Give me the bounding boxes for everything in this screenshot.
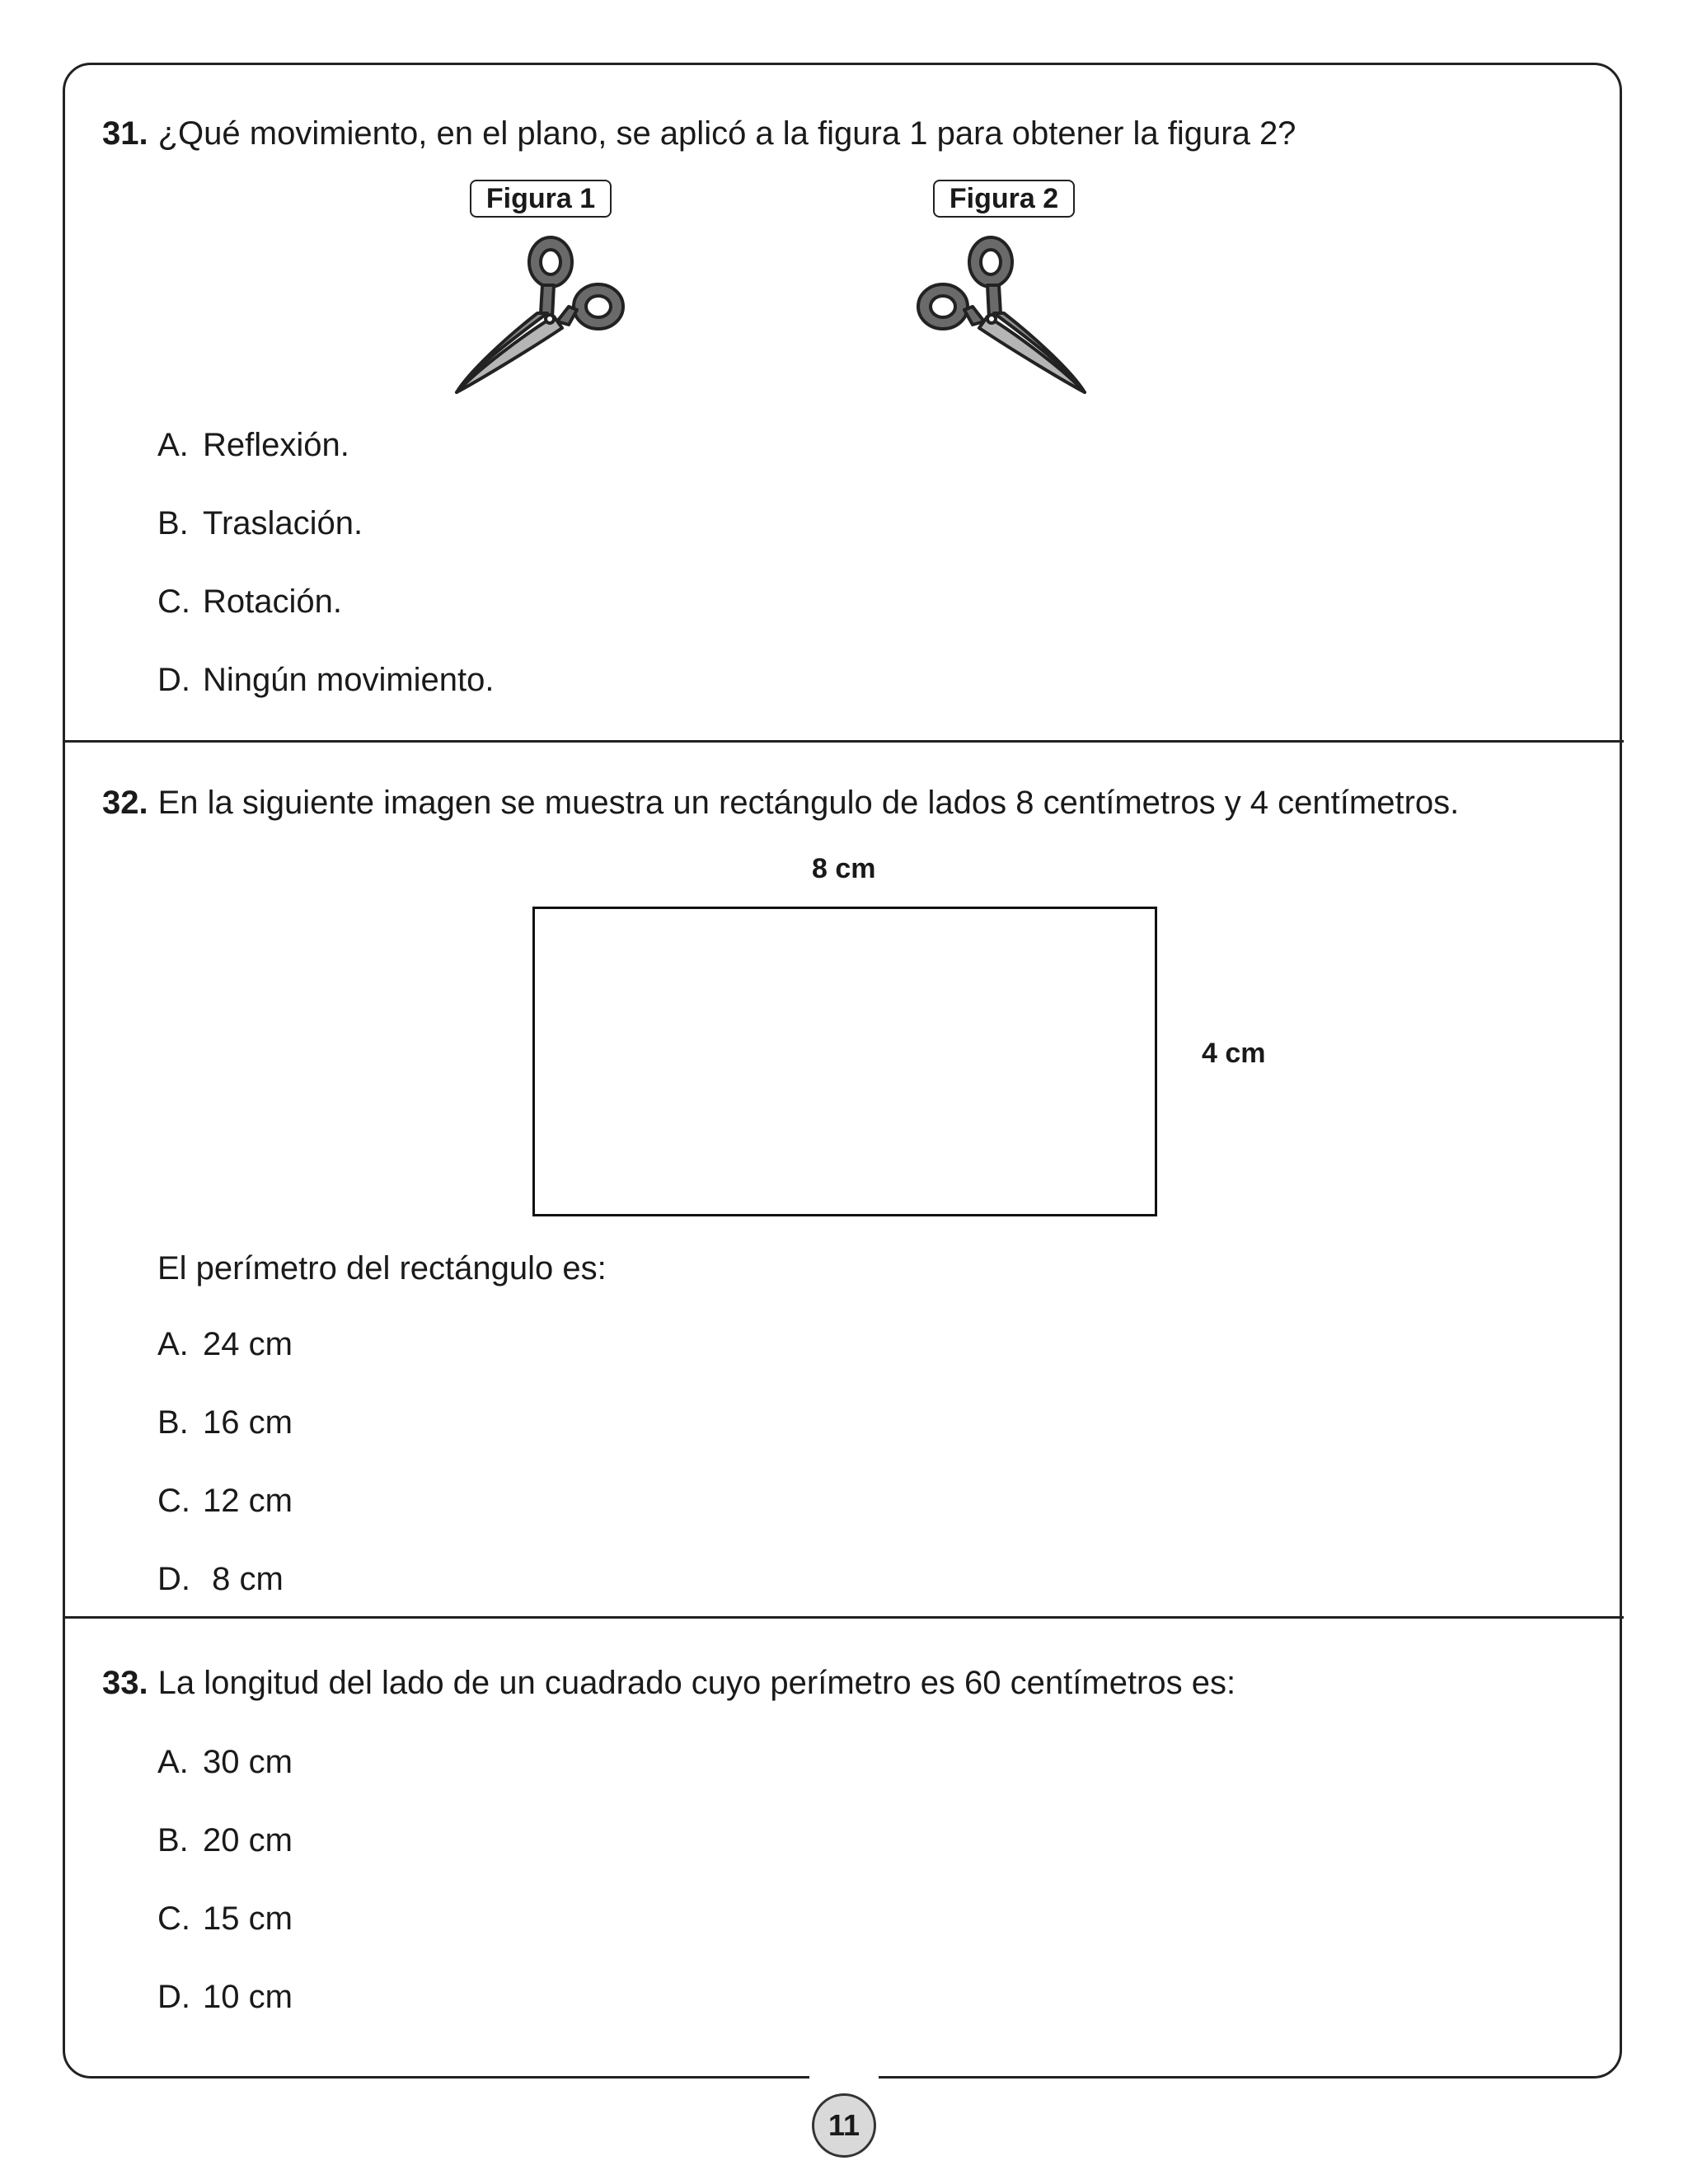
option-31-b[interactable]: B. Traslación. [157,505,363,541]
figure-1-label: Figura 1 [470,180,612,218]
option-33-a[interactable]: A. 30 cm [157,1744,293,1780]
figure-2-label: Figura 2 [933,180,1075,218]
question-32 [102,783,1459,823]
question-31 [102,114,1296,153]
page-number-gap [809,2074,879,2082]
option-32-d[interactable]: D. 8 cm [157,1561,284,1597]
option-31-a[interactable]: A. Reflexión. [157,427,349,463]
rectangle-figure [532,907,1157,1216]
option-33-c[interactable]: C. 15 cm [157,1900,293,1937]
divider-q32-q33 [63,1616,1624,1619]
question-number: 32. [102,785,148,821]
question-number: 33. [102,1665,148,1701]
question-text: La longitud del lado de un cuadrado cuyo perímetro es 60 centímetros es: [157,1665,1236,1701]
question-33 [102,1663,1236,1703]
question-32-prompt: El perímetro del rectángulo es: [157,1250,607,1286]
option-32-a[interactable]: A. 24 cm [157,1326,293,1362]
rectangle-height-label: 4 cm [1202,1038,1266,1069]
question-text: ¿Qué movimiento, en el plano, se aplicó a la figura 1 para obtener la figura 2? [157,115,1296,152]
option-32-b[interactable]: B. 16 cm [157,1404,293,1441]
option-33-b[interactable]: B. 20 cm [157,1822,293,1858]
option-32-c[interactable]: C. 12 cm [157,1483,293,1519]
question-number: 31. [102,115,148,152]
option-33-d[interactable]: D. 10 cm [157,1979,293,2015]
scissors-icon [907,231,1096,396]
question-text: En la siguiente imagen se muestra un rectángulo de lados 8 centímetros y 4 centímetros. [157,785,1460,821]
rectangle-width-label: 8 cm [812,853,876,884]
page-number: 11 [812,2093,876,2158]
option-31-d[interactable]: D. Ningún movimiento. [157,662,495,698]
divider-q31-q32 [63,740,1624,743]
scissors-icon [445,231,635,396]
option-31-c[interactable]: C. Rotación. [157,583,342,620]
